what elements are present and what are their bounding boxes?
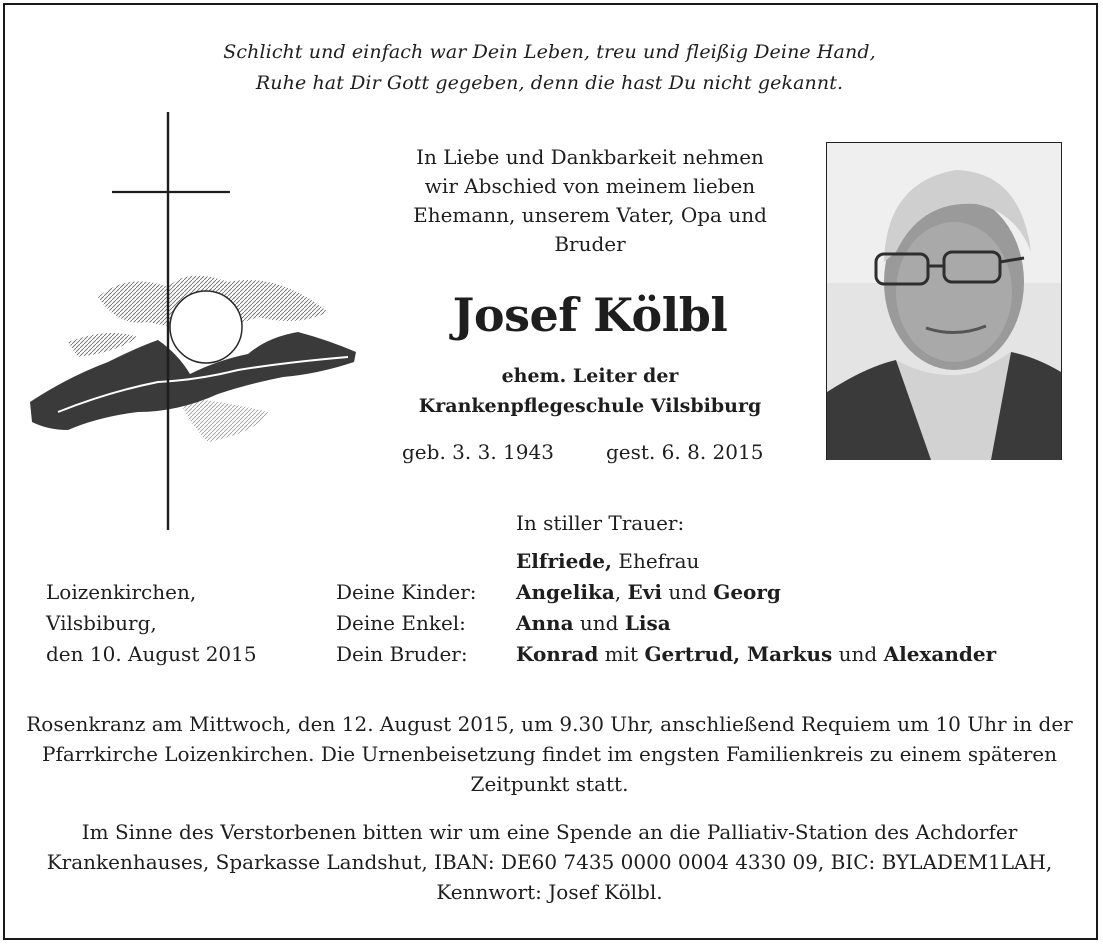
separator: und xyxy=(832,642,884,666)
grandchild-name: Anna xyxy=(516,611,574,635)
child-name: Angelika xyxy=(516,580,615,604)
place-date: den 10. August 2015 xyxy=(46,642,257,666)
intro-line-3: Ehemann, unserem Vater, Opa und xyxy=(413,203,767,227)
spouse-name: Elfriede, xyxy=(516,549,612,573)
role-line-2: Krankenpflegeschule Vilsbiburg xyxy=(418,395,762,417)
children-label: Deine Kinder: xyxy=(336,580,477,604)
spouse-relation: Ehefrau xyxy=(611,549,700,573)
spouse-line xyxy=(516,549,699,573)
grandchildren-label: Deine Enkel: xyxy=(336,611,466,635)
brother-names xyxy=(516,642,996,666)
cross-sun-emblem xyxy=(28,112,358,532)
child-name: Evi xyxy=(627,580,662,604)
intro-line-1: In Liebe und Dankbarkeit nehmen xyxy=(416,145,764,169)
verse-line-2: Ruhe hat Dir Gott gegeben, denn die hast Du nicht gekannt. xyxy=(255,72,844,94)
ground-shade xyxy=(178,397,268,442)
service-paragraph: Rosenkranz am Mittwoch, den 12. August 2015, um 9.30 Uhr, anschließend Requiem um 10 Uhr in der Pfarrkirche Loizenkirchen. Die Urnenbeisetzung findet im engsten Familienkreis zu einem späteren Zeitpunkt statt. xyxy=(26,712,1073,796)
separator: und xyxy=(661,580,714,604)
intro-text xyxy=(365,143,815,259)
intro-line-4: Bruder xyxy=(554,232,626,256)
mourning-heading: In stiller Trauer: xyxy=(516,511,685,535)
place-line-1: Loizenkirchen, xyxy=(46,580,197,604)
donation-paragraph: Im Sinne des Verstorbenen bitten wir um eine Spende an die Palliativ-Station des Achdorfer Krankenhauses, Sparkasse Landshut, IBAN: DE60 7435 0000 0004 4330 09, BIC: BYLADEM1LAH, Kennwort: Josef Kölbl. xyxy=(46,820,1053,904)
grandchild-name: Lisa xyxy=(624,611,671,635)
brother-label: Dein Bruder: xyxy=(336,642,468,666)
birth-date: geb. 3. 3. 1943 xyxy=(402,440,554,464)
place-line-2: Vilsbiburg, xyxy=(46,611,157,635)
children-names xyxy=(516,580,781,604)
separator: mit xyxy=(598,642,645,666)
in-law-names: Gertrud, Markus xyxy=(644,642,833,666)
in-law-name: Alexander xyxy=(883,642,997,666)
intro-line-2: wir Abschied von meinem lieben xyxy=(424,174,756,198)
death-date: gest. 6. 8. 2015 xyxy=(606,440,764,464)
brother-name: Konrad xyxy=(516,642,599,666)
role-line-1: ehem. Leiter der xyxy=(501,365,679,387)
sun-circle xyxy=(170,291,242,363)
verse-line-1: Schlicht und einfach war Dein Leben, treu und fleißig Deine Hand, xyxy=(223,41,876,63)
child-name: Georg xyxy=(713,580,781,604)
portrait-photo xyxy=(826,142,1062,460)
separator: , xyxy=(614,580,628,604)
separator: und xyxy=(573,611,625,635)
deceased-name: Josef Kölbl xyxy=(452,288,728,342)
grandchildren-names xyxy=(516,611,671,635)
